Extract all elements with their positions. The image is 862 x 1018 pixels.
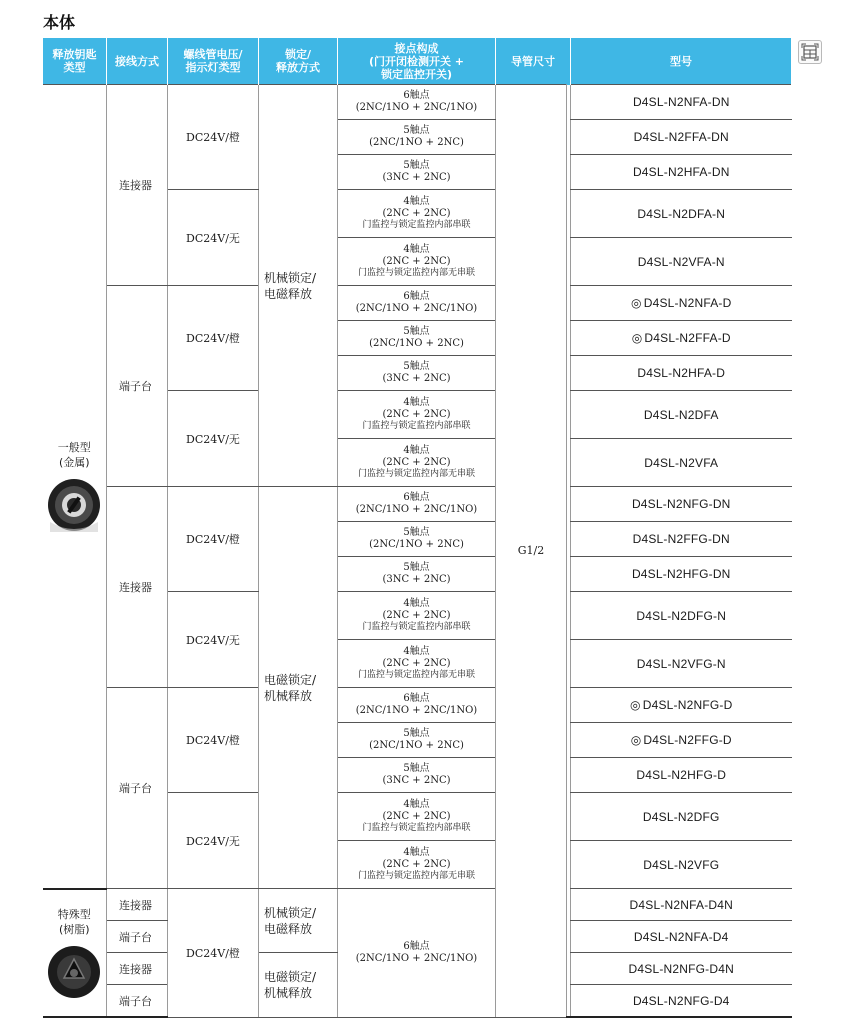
table-row <box>43 286 792 321</box>
solenoid-orange-text: DC24V/橙 <box>186 332 240 345</box>
contact-config-text: 5触点 (2NC/1NO + 2NC) <box>369 527 464 550</box>
solenoid-none <box>168 592 259 688</box>
model-code <box>571 889 792 921</box>
solenoid-none-text: DC24V/无 <box>186 834 240 848</box>
model-code-text: D4SL-N2NFG-D <box>642 698 733 712</box>
lock-em <box>259 953 338 1018</box>
model-code <box>571 557 792 592</box>
contact-config <box>338 286 496 321</box>
contact-config <box>338 841 496 889</box>
solenoid-orange <box>168 85 259 190</box>
model-code-text: D4SL-N2HFA-D <box>637 366 726 380</box>
contact-config-text: 4触点 (2NC + 2NC) 门监控与锁定监控内部串联 <box>362 598 471 632</box>
contact-config <box>338 356 496 391</box>
model-code-text: D4SL-N2FFG-D <box>643 733 732 747</box>
solenoid-none <box>168 391 259 487</box>
header-model: 型号 <box>571 38 792 85</box>
wiring-terminal-text: 端子台 <box>119 930 152 944</box>
recommended-mark: ◎ <box>630 698 641 712</box>
contact-config <box>338 889 496 1018</box>
contact-config-text: 6触点 (2NC/1NO + 2NC/1NO) <box>355 291 478 314</box>
section-title: 本体 <box>43 13 76 32</box>
key-type-general <box>43 85 107 889</box>
recommended-mark: ◎ <box>631 296 642 310</box>
wiring-terminal-text: 端子台 <box>119 994 152 1008</box>
wiring-terminal-text: 端子台 <box>119 380 152 393</box>
contact-config <box>338 190 496 238</box>
model-code <box>571 391 792 439</box>
contact-config-text: 6触点 (2NC/1NO + 2NC/1NO) <box>355 940 478 964</box>
model-code-text: D4SL-N2NFA-D <box>643 296 732 310</box>
model-code <box>571 592 792 640</box>
contact-config-text: 5触点 (2NC/1NO + 2NC) <box>369 326 464 349</box>
contact-config <box>338 391 496 439</box>
model-code <box>571 841 792 889</box>
contact-config-text: 6触点 (2NC/1NO + 2NC/1NO) <box>355 693 478 716</box>
model-code <box>571 439 792 487</box>
recommended-mark: ◎ <box>631 331 643 345</box>
model-code <box>571 155 792 190</box>
contact-config <box>338 155 496 190</box>
lock-mech <box>259 85 338 487</box>
contact-config-text: 4触点 (2NC + 2NC) 门监控与锁定监控内部无串联 <box>357 847 475 881</box>
solenoid-none-text: DC24V/无 <box>186 231 240 245</box>
lock-em-text: 电磁锁定/ 机械释放 <box>264 672 317 703</box>
product-table <box>42 38 792 1018</box>
contact-config-text: 4触点 (2NC + 2NC) 门监控与锁定监控内部无串联 <box>357 244 475 278</box>
model-code-text: D4SL-N2DFA-N <box>637 206 726 221</box>
solenoid-orange <box>168 889 259 1018</box>
wiring-terminal-text: 端子台 <box>119 782 152 795</box>
model-code-text: D4SL-N2HFA-DN <box>632 165 730 179</box>
wiring-connector <box>107 889 168 921</box>
model-code-text: D4SL-N2NFG-D4N <box>628 961 734 976</box>
contact-config <box>338 487 496 522</box>
contact-config <box>338 758 496 793</box>
conduit-size <box>496 85 567 1018</box>
model-code-text: D4SL-N2VFG <box>643 857 720 872</box>
model-code-text: D4SL-N2HFG-DN <box>631 567 731 581</box>
contact-config-text: 5触点 (3NC + 2NC) <box>382 763 451 786</box>
contact-config-text: 5触点 (2NC/1NO + 2NC) <box>369 728 464 751</box>
solenoid-orange-text: DC24V/橙 <box>186 946 240 960</box>
contact-config-text: 4触点 (2NC + 2NC) 门监控与锁定监控内部串联 <box>362 799 471 833</box>
model-code <box>571 321 792 356</box>
model-code-text: D4SL-N2FFG-DN <box>632 532 730 546</box>
contact-config-text: 5触点 (2NC/1NO + 2NC) <box>369 125 464 148</box>
wiring-connector-text: 连接器 <box>119 179 152 192</box>
lock-em <box>259 487 338 889</box>
model-code-text: D4SL-N2NFA-D4 <box>633 929 729 944</box>
contact-config <box>338 592 496 640</box>
contact-config <box>338 238 496 286</box>
model-code <box>571 640 792 688</box>
solenoid-orange-text: DC24V/橙 <box>186 131 240 144</box>
contact-config <box>338 793 496 841</box>
model-code-text: D4SL-N2NFA-DN <box>632 95 730 109</box>
model-code-text: D4SL-N2VFA-N <box>637 254 725 269</box>
solenoid-none-text: DC24V/无 <box>186 432 240 446</box>
header-conduit: 导管尺寸 <box>496 38 571 85</box>
model-code <box>571 723 792 758</box>
model-code <box>571 985 792 1018</box>
header-release-key: 释放钥匙 类型 <box>43 38 107 85</box>
model-code <box>571 356 792 391</box>
model-code-text: D4SL-N2DFG-N <box>636 608 727 623</box>
wiring-connector-text: 连接器 <box>119 962 152 976</box>
model-code <box>571 238 792 286</box>
header-solenoid: 螺线管电压/ 指示灯类型 <box>168 38 259 85</box>
model-code <box>571 688 792 723</box>
model-code-text: D4SL-N2NFG-DN <box>631 497 731 511</box>
contact-config <box>338 85 496 120</box>
model-code-text: D4SL-N2DFG <box>642 809 720 824</box>
key-type-special <box>43 889 107 1018</box>
solenoid-orange-text: DC24V/橙 <box>186 734 240 747</box>
contact-config-text: 4触点 (2NC + 2NC) 门监控与锁定监控内部串联 <box>362 196 471 230</box>
table-header-row <box>43 38 792 85</box>
wiring-connector <box>107 953 168 985</box>
wiring-terminal <box>107 921 168 953</box>
header-wiring: 接线方式 <box>107 38 168 85</box>
model-code <box>571 190 792 238</box>
wiring-terminal <box>107 286 168 487</box>
contact-config <box>338 120 496 155</box>
solenoid-none <box>168 793 259 889</box>
wiring-terminal <box>107 688 168 889</box>
model-code <box>571 286 792 321</box>
contact-config <box>338 557 496 592</box>
model-code-text: D4SL-N2NFG-D4 <box>632 993 730 1008</box>
model-code-text: D4SL-N2FFA-DN <box>633 130 729 144</box>
contact-config <box>338 688 496 723</box>
header-lock: 锁定/ 释放方式 <box>259 38 338 85</box>
lock-mech <box>259 889 338 953</box>
model-code <box>571 921 792 953</box>
table-row <box>43 889 792 921</box>
model-code <box>571 793 792 841</box>
solenoid-orange <box>168 688 259 793</box>
contact-config-text: 5触点 (3NC + 2NC) <box>382 361 451 384</box>
model-code-text: D4SL-N2VFA <box>644 455 719 470</box>
contact-config-text: 4触点 (2NC + 2NC) 门监控与锁定监控内部串联 <box>362 397 471 431</box>
model-code <box>571 758 792 793</box>
solenoid-orange <box>168 487 259 592</box>
recommended-mark: ◎ <box>630 733 642 747</box>
wiring-terminal <box>107 985 168 1018</box>
lock-mech-text: 机械锁定/ 电磁释放 <box>264 270 317 301</box>
contact-config <box>338 723 496 758</box>
model-code-text: D4SL-N2NFA-D4N <box>629 897 733 912</box>
contact-config-text: 6触点 (2NC/1NO + 2NC/1NO) <box>355 90 478 113</box>
model-code-text: D4SL-N2DFA <box>643 407 719 422</box>
solenoid-none <box>168 190 259 286</box>
model-code <box>571 487 792 522</box>
contact-config-text: 4触点 (2NC + 2NC) 门监控与锁定监控内部无串联 <box>357 445 475 479</box>
contact-config <box>338 321 496 356</box>
model-code <box>571 85 792 120</box>
wiring-connector-text: 连接器 <box>119 581 152 594</box>
wiring-connector <box>107 487 168 688</box>
contact-config-text: 5触点 (3NC + 2NC) <box>382 562 451 585</box>
solenoid-orange <box>168 286 259 391</box>
solenoid-none-text: DC24V/无 <box>186 633 240 647</box>
table-row <box>43 85 792 120</box>
wiring-connector-text: 连接器 <box>119 898 152 912</box>
resin-release-key-icon <box>46 945 102 999</box>
solenoid-orange-text: DC24V/橙 <box>186 533 240 546</box>
model-code <box>571 953 792 985</box>
model-code <box>571 522 792 557</box>
table-body <box>43 85 792 1018</box>
contact-config-text: 6触点 (2NC/1NO + 2NC/1NO) <box>355 492 478 515</box>
contact-config-text: 5触点 (3NC + 2NC) <box>382 160 451 183</box>
contact-config <box>338 640 496 688</box>
table-view-icon[interactable] <box>798 40 822 64</box>
table-row <box>43 487 792 522</box>
contact-config <box>338 522 496 557</box>
contact-config-text: 4触点 (2NC + 2NC) 门监控与锁定监控内部无串联 <box>357 646 475 680</box>
conduit-size-text: G1/2 <box>517 544 545 558</box>
model-code-text: D4SL-N2VFG-N <box>636 656 726 671</box>
model-code <box>571 120 792 155</box>
table-row <box>43 688 792 723</box>
header-contacts: 接点构成 (门开闭检测开关 + 锁定监控开关) <box>338 38 496 85</box>
model-code-text: D4SL-N2FFA-D <box>644 331 731 345</box>
key-type-general-text: 一般型 (金属) <box>57 441 91 470</box>
metal-release-key-icon <box>46 478 102 532</box>
lock-mech-text: 机械锁定/ 电磁释放 <box>264 905 317 936</box>
lock-em-text: 电磁锁定/ 机械释放 <box>264 969 317 1000</box>
wiring-connector <box>107 85 168 286</box>
key-type-special-text: 特殊型 (树脂) <box>57 907 91 936</box>
contact-config <box>338 439 496 487</box>
model-code-text: D4SL-N2HFG-D <box>636 768 727 782</box>
